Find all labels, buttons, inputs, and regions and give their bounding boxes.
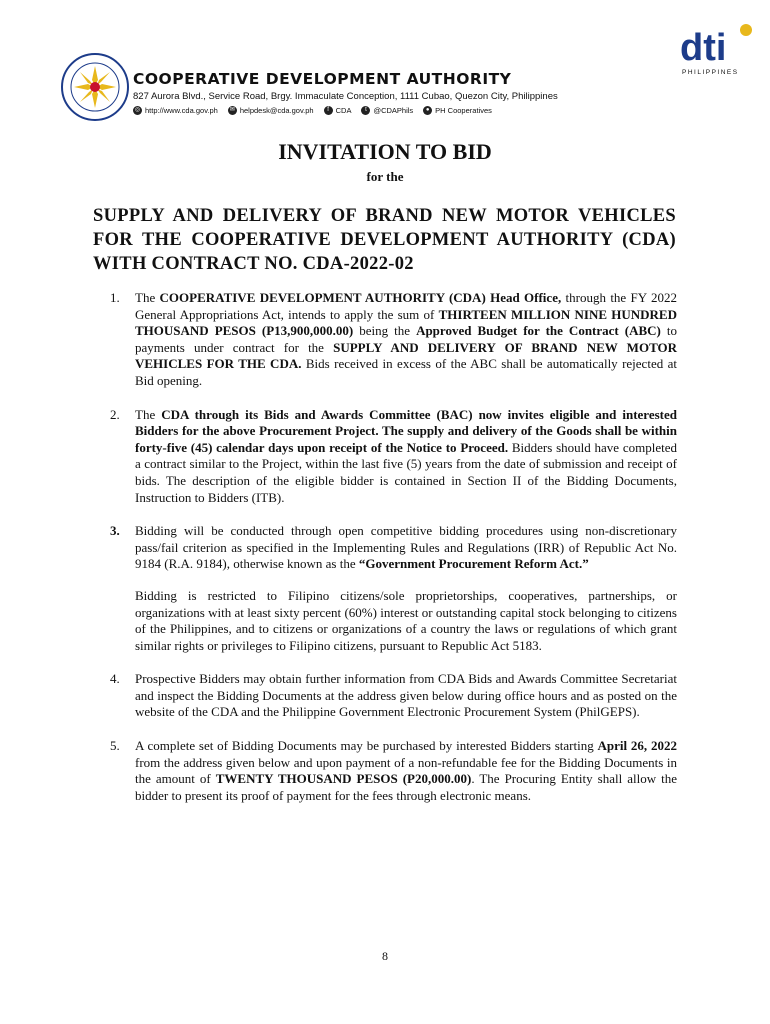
item-text: COOPERATIVE DEVELOPMENT AUTHORITY (CDA) Head Office, xyxy=(159,290,562,305)
organization-name: COOPERATIVE DEVELOPMENT AUTHORITY xyxy=(133,70,512,88)
contact-item xyxy=(361,106,413,115)
globe-icon: ◎ xyxy=(134,107,141,113)
numbered-item xyxy=(110,671,677,721)
item-text: Approved Budget for the Contract (ABC) xyxy=(416,323,661,339)
contact-item xyxy=(228,106,314,115)
item-text: “Government Procurement Reform Act.” xyxy=(358,556,589,572)
item-text: . The Procuring Entity shall allow the bidder to present its proof of payment for the fees through electronic means. xyxy=(135,771,677,803)
document-body xyxy=(110,290,677,821)
item-number: 4. xyxy=(110,671,120,687)
twitter-icon: t xyxy=(361,106,370,115)
item-number: 3. xyxy=(110,523,120,539)
mail-icon: ✉ xyxy=(229,107,235,113)
dti-logo xyxy=(678,22,753,80)
item-text: TWENTY THOUSAND PESOS (P20,000.00) xyxy=(215,771,472,787)
page-number: 8 xyxy=(382,949,388,963)
contact-text: CDA xyxy=(335,106,352,115)
organization-address: 827 Aurora Blvd., Service Road, Brgy. Immaculate Conception, 1111 Cubao, Quezon City, Philippines xyxy=(133,91,558,102)
item-text: Bidding will be conducted through open competitive bidding procedures using non-discretionary pass/fail criterion as specified in the Implementing Rules and Regulations (IRR) of Republic Act No. 9184 (R.A. 9184), otherwise known as the xyxy=(135,523,677,572)
item-text: being the xyxy=(353,323,417,339)
item-number: 2. xyxy=(110,406,120,422)
project-title: SUPPLY AND DELIVERY OF BRAND NEW MOTOR VEHICLES FOR THE COOPERATIVE DEVELOPMENT AUTHORITY (CDA) WITH CONTRACT NO. CDA-2022-02 xyxy=(93,206,676,274)
item-text: Bidders should have completed a contract similar to the Project, within the last five (5) years from the date of submission and receipt of bids. The description of the eligible bidder is contained in Section II of the Bidding Documents, Instruction to Bidders (ITB). xyxy=(135,439,677,505)
contact-text: helpdesk@cda.gov.ph xyxy=(239,106,314,115)
item-number: 5. xyxy=(110,738,120,754)
organization-block xyxy=(133,70,558,115)
item-text: SUPPLY AND DELIVERY OF BRAND NEW MOTOR VEHICLES FOR THE CDA. xyxy=(135,339,677,372)
contact-text: PH Cooperatives xyxy=(435,106,492,115)
item-text: Bids received in excess of the ABC shall be automatically rejected at Bid opening. xyxy=(135,356,677,388)
eligibility-paragraph: Bidding is restricted to Filipino citizens/sole proprietorships, cooperatives, partnerships, or organizations with at least sixty percent (60%) interest or outstanding capital stock belonging to citizens of the Philippines, and to citizens or organizations of a country the laws or regulations of which grant similar rights or privileges to Filipino citizens, pursuant to Republic Act 5183. xyxy=(135,587,677,653)
contact-text: http://www.cda.gov.ph xyxy=(145,106,218,115)
item-text: A complete set of Bidding Documents may be purchased by interested Bidders starting xyxy=(135,738,598,754)
item-text: April 26, 2022 xyxy=(597,738,677,754)
contact-text: @CDAPhils xyxy=(373,106,414,115)
dti-logo-text: dti xyxy=(680,27,727,69)
item-text: to payments under contract for the xyxy=(135,323,678,355)
item-text: through the FY 2022 General Appropriations Act, intends to apply the sum of xyxy=(135,290,677,322)
item-text: The xyxy=(135,406,162,422)
item-text: CDA through its Bids and Awards Committee (BAC) now invites eligible and interested Bidders for the above Procurement Project. The supply and delivery of the Goods shall be within forty-five (45) calendar days upon receipt of the Notice to Proceed. xyxy=(135,406,677,455)
numbered-item xyxy=(110,407,677,507)
contact-item xyxy=(423,106,492,115)
item-text: from the address given below and upon payment of a non-refundable fee for the Bidding Documents in the amount of xyxy=(135,754,677,787)
item-text: The xyxy=(135,290,160,305)
item-number: 1. xyxy=(110,290,120,305)
numbered-item xyxy=(110,738,677,804)
contact-row xyxy=(133,106,558,115)
cda-seal-logo xyxy=(60,52,130,122)
dti-logo-subtext: PHILIPPINES xyxy=(682,69,739,76)
numbered-item xyxy=(110,290,677,390)
document-subtitle: for the xyxy=(366,169,404,184)
numbered-item xyxy=(110,523,677,573)
contact-item xyxy=(324,106,352,115)
facebook-icon: f xyxy=(324,106,333,115)
item-text: Prospective Bidders may obtain further information from CDA Bids and Awards Committee Secretariat and inspect the Bidding Documents at the address given below during office hours and as posted on the website of the CDA and the Philippine Government Electronic Procurement System (PhilGEPS). xyxy=(135,671,677,720)
letterhead xyxy=(60,27,750,132)
people-icon: ● xyxy=(423,106,432,115)
contact-item xyxy=(133,106,218,115)
item-text: THIRTEEN MILLION NINE HUNDRED THOUSAND PESOS (P13,900,000.00) xyxy=(135,306,677,339)
document-title: INVITATION TO BID xyxy=(278,139,492,164)
